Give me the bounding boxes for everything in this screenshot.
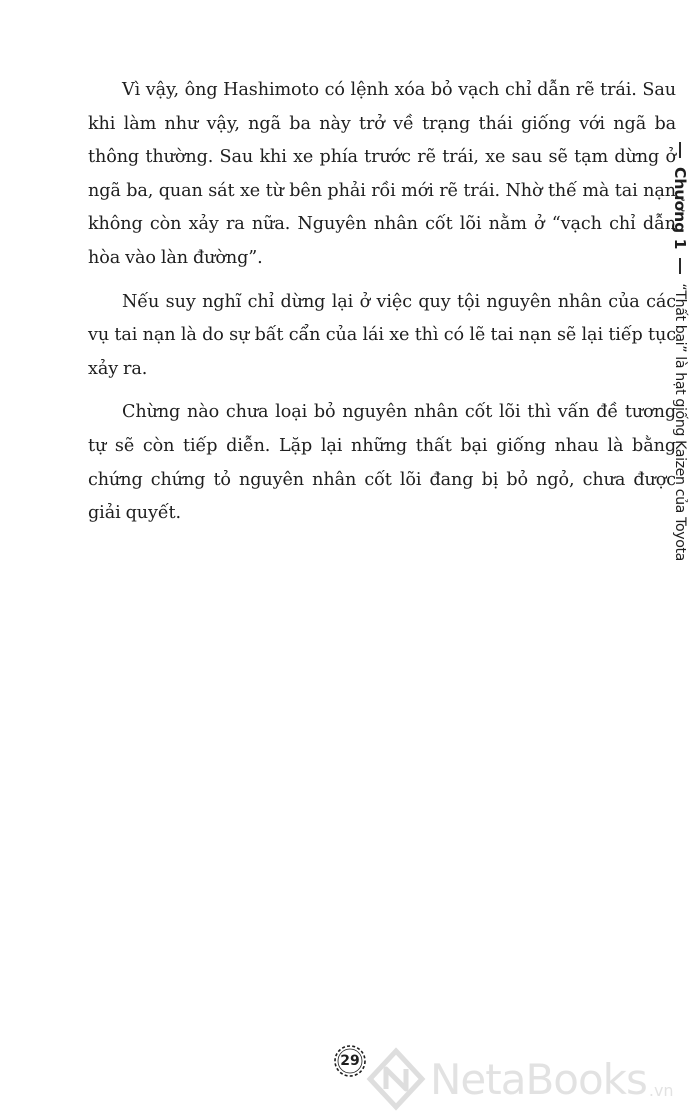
body-paragraph-1: Vì vậy, ông Hashimoto có lệnh xóa bỏ vạch chỉ dẫn rẽ trái. Sau khi làm như vậy, ngã ba này trở về trạng thái giống với ngã ba thông thường. Sau khi xe phía trước rẽ trái, xe sau sẽ tạm dừng ở ngã ba, quan sát xe từ bên phải rồi mới rẽ trái. Nhờ thế mà tai nạn không còn xảy ra nữa. Nguyên nhân cốt lõi nằm ở “vạch chỉ dẫn hòa vào làn đường”. (88, 80, 676, 268)
body-paragraph-2: Nếu suy nghĩ chỉ dừng lại ở việc quy tội nguyên nhân của các vụ tai nạn là do sự bất cẩn của lái xe thì có lẽ tai nạn sẽ lại tiếp tục xảy ra. (88, 291, 676, 379)
page-number: 29 (340, 1053, 360, 1069)
book-title-label: “Thất bại” là hạt giống Kaizen của Toyota (672, 283, 688, 561)
netabooks-logo-icon (364, 1047, 428, 1111)
watermark-suffix: .vn (648, 1081, 674, 1100)
page-body (88, 74, 676, 541)
header-divider-middle (679, 258, 680, 274)
body-paragraph-3: Chừng nào chưa loại bỏ nguyên nhân cốt lõi thì vấn đề tương tự sẽ còn tiếp diễn. Lặp lại những thất bại giống nhau là bằng chứng chứng tỏ nguyên nhân cốt lõi đang bị bỏ ngỏ, chưa được giải quyết. (88, 402, 676, 524)
header-divider-top (679, 142, 680, 158)
chapter-label: Chương 1 (671, 167, 689, 250)
watermark (364, 1046, 674, 1112)
running-header-vertical (670, 133, 690, 561)
watermark-brand: NetaBooks (430, 1054, 647, 1104)
